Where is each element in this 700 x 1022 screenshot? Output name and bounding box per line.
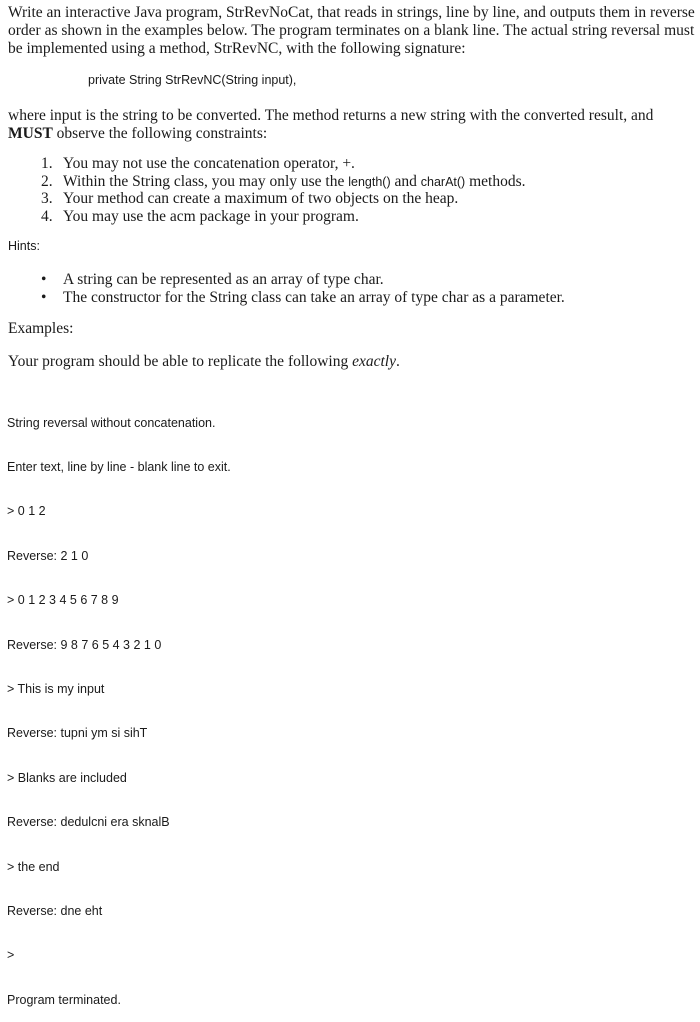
replicate-instruction bbox=[8, 353, 400, 371]
replicate-period: . bbox=[395, 353, 400, 370]
constraint-number: 1. bbox=[41, 155, 53, 172]
constraint-item bbox=[41, 155, 526, 173]
output-line: > bbox=[7, 948, 15, 963]
problem-intro-text: Write an interactive Java program, StrRevNoCat, that reads in strings, line by line, and outputs them in reverse order as shown in the examples below. The program terminates on a blank line. The actual string reversal must be implemented using a method, StrRevNC, with the following signature: bbox=[8, 4, 695, 57]
bullet-icon: • bbox=[41, 288, 47, 306]
constraint-item bbox=[41, 173, 526, 191]
hint-item bbox=[41, 289, 565, 307]
sample-output bbox=[7, 386, 231, 1022]
examples-heading: Examples: bbox=[8, 320, 74, 337]
constraint-text: Your method can create a maximum of two objects on the heap. bbox=[63, 190, 459, 207]
must-emphasis: MUST bbox=[8, 125, 53, 142]
constraint-item bbox=[41, 190, 526, 208]
output-line: Reverse: dne eht bbox=[7, 903, 103, 918]
constraint-text: You may use the acm package in your program. bbox=[63, 207, 359, 225]
exactly-emphasis: exactly bbox=[352, 353, 396, 370]
problem-intro bbox=[8, 4, 698, 58]
length-method-code: length() bbox=[348, 174, 391, 189]
constraint-item bbox=[41, 208, 526, 226]
hint-item bbox=[41, 271, 565, 289]
output-line: Program terminated. bbox=[7, 992, 121, 1007]
output-line: Enter text, line by line - blank line to exit. bbox=[7, 459, 231, 474]
constraints-list bbox=[41, 155, 526, 225]
constraint-text-tail: methods. bbox=[465, 172, 526, 190]
constraints-intro bbox=[8, 107, 698, 143]
constraint-number: 3. bbox=[41, 190, 53, 207]
charat-method-code: charAt() bbox=[420, 174, 466, 189]
output-line: > Blanks are included bbox=[7, 770, 127, 785]
hints-list bbox=[41, 271, 565, 306]
output-line: Reverse: dedulcni era sknalB bbox=[7, 815, 170, 830]
hints-heading: Hints: bbox=[8, 239, 40, 253]
replicate-text: Your program should be able to replicate the following bbox=[8, 353, 353, 370]
constraint-number: 4. bbox=[41, 207, 53, 225]
output-line: > 0 1 2 bbox=[7, 504, 46, 519]
hint-text: The constructor for the String class can take an array of type char as a parameter. bbox=[63, 288, 565, 306]
constraint-text-join: and bbox=[390, 172, 421, 190]
output-line: String reversal without concatenation. bbox=[7, 415, 216, 430]
output-line: Reverse: tupni ym si sihT bbox=[7, 726, 148, 741]
constraints-intro-tail: observe the following constraints: bbox=[52, 125, 268, 142]
constraint-number: 2. bbox=[41, 172, 53, 190]
constraint-text: Within the String class, you may only use the bbox=[63, 172, 349, 190]
output-line: > This is my input bbox=[7, 681, 105, 696]
constraint-text: You may not use the concatenation operator, +. bbox=[63, 155, 355, 172]
output-line: Reverse: 9 8 7 6 5 4 3 2 1 0 bbox=[7, 637, 162, 652]
constraints-intro-text: where input is the string to be converted. The method returns a new string with the converted result, and bbox=[8, 107, 654, 124]
output-line: > 0 1 2 3 4 5 6 7 8 9 bbox=[7, 593, 119, 608]
bullet-icon: • bbox=[41, 271, 47, 288]
method-signature: private String StrRevNC(String input), bbox=[88, 73, 297, 87]
hint-text: A string can be represented as an array of type char. bbox=[63, 271, 384, 288]
output-line: Reverse: 2 1 0 bbox=[7, 548, 89, 563]
output-line: > the end bbox=[7, 859, 60, 874]
